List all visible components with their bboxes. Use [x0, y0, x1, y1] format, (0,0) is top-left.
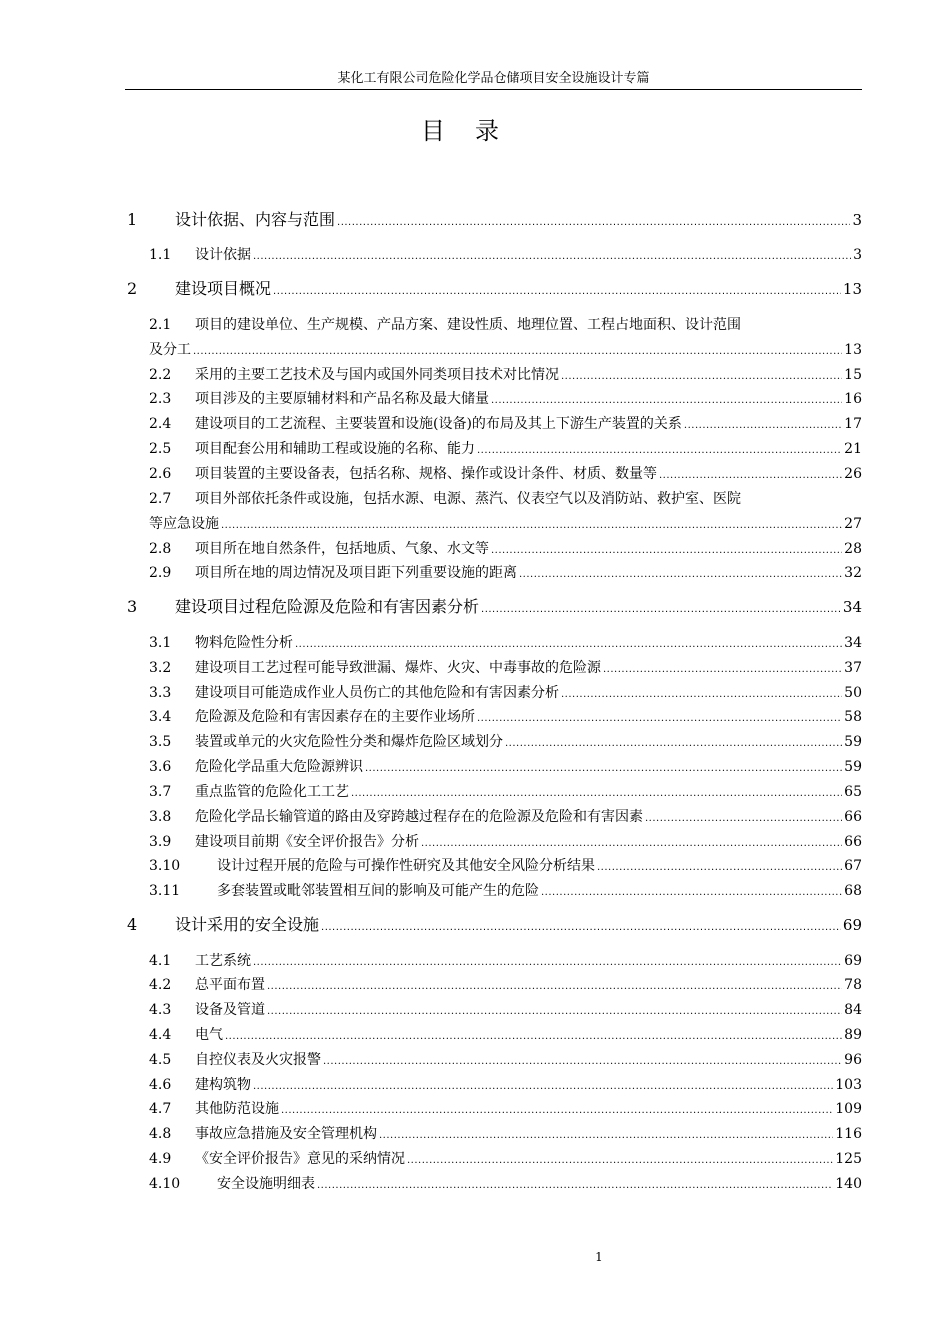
toc-number: 2.4 — [149, 416, 172, 432]
toc-number: 2.3 — [149, 391, 172, 407]
toc-leader — [193, 346, 842, 357]
toc-leader — [561, 371, 842, 382]
toc-number: 2.5 — [149, 441, 172, 457]
header-rule — [125, 89, 862, 90]
toc-title: 设计采用的安全设施 — [175, 915, 320, 934]
toc-leader — [481, 604, 841, 615]
toc-leader — [603, 664, 842, 675]
toc-entry-3-1[interactable] — [125, 632, 862, 654]
toc-number: 2 — [127, 279, 138, 298]
toc-leader — [659, 470, 842, 481]
toc-page: 32 — [844, 565, 862, 581]
toc-leader — [541, 887, 842, 898]
toc-title: 重点监管的危险化工工艺 — [195, 784, 349, 800]
toc-entry-1[interactable] — [125, 207, 862, 231]
toc-entry-2-2[interactable] — [125, 364, 862, 386]
toc-entry-2-1-line1[interactable] — [125, 314, 862, 334]
toc-leader — [321, 922, 841, 933]
toc-leader — [337, 217, 850, 228]
toc-title-continued: 及分工 — [149, 342, 191, 358]
toc-leader — [267, 981, 842, 992]
toc-number: 4.8 — [149, 1126, 172, 1142]
toc-number: 1 — [127, 210, 138, 229]
toc-entry-2-9[interactable] — [125, 562, 862, 584]
toc-title: 总平面布置 — [195, 977, 265, 993]
toc-entry-2-7-line2[interactable] — [125, 513, 862, 535]
toc-entry-3-11[interactable] — [125, 880, 862, 902]
toc-leader — [221, 520, 842, 531]
toc-entry-2[interactable] — [125, 276, 862, 300]
toc-entry-4-7[interactable] — [125, 1098, 862, 1120]
toc-title: 建设项目过程危险源及危险和有害因素分析 — [175, 597, 480, 616]
toc-page: 58 — [844, 709, 862, 725]
toc-leader — [597, 862, 842, 873]
toc-leader — [421, 838, 842, 849]
toc-entry-4-2[interactable] — [125, 974, 862, 996]
running-header: 某化工有限公司危险化学品仓储项目安全设施设计专篇 — [337, 71, 650, 86]
toc-leader — [273, 286, 841, 297]
toc-number: 2.6 — [149, 466, 172, 482]
toc-number: 3.3 — [149, 685, 172, 701]
toc-title: 电气 — [195, 1027, 223, 1043]
toc-leader — [684, 420, 842, 431]
toc-title: 其他防范设施 — [195, 1101, 279, 1117]
toc-entry-3[interactable] — [125, 594, 862, 618]
toc-page: 65 — [844, 784, 862, 800]
toc-number: 2.1 — [149, 317, 172, 333]
toc-entry-4-9[interactable] — [125, 1148, 862, 1170]
toc-entry-4-8[interactable] — [125, 1123, 862, 1145]
toc-entry-4-1[interactable] — [125, 950, 862, 972]
toc-number: 2.7 — [149, 491, 172, 507]
toc-leader — [379, 1130, 833, 1141]
toc-entry-2-3[interactable] — [125, 388, 862, 410]
toc-number: 3 — [127, 597, 138, 616]
toc-number: 4.6 — [149, 1077, 172, 1093]
toc-page: 84 — [844, 1002, 862, 1018]
toc-leader — [491, 395, 842, 406]
toc-title: 装置或单元的火灾危险性分类和爆炸危险区域划分 — [195, 734, 503, 750]
toc-title: 项目所在地的周边情况及项目距下列重要设施的距离 — [195, 565, 517, 581]
toc-page: 21 — [844, 441, 862, 457]
toc-title: 采用的主要工艺技术及与国内或国外同类项目技术对比情况 — [195, 367, 559, 383]
toc-page: 34 — [844, 635, 862, 651]
toc-leader — [477, 445, 842, 456]
toc-entry-2-5[interactable] — [125, 438, 862, 460]
toc-title: 物料危险性分析 — [195, 635, 293, 651]
toc-page: 3 — [852, 211, 862, 229]
toc-leader — [561, 689, 842, 700]
toc-title: 设计过程开展的危险与可操作性研究及其他安全风险分析结果 — [217, 858, 595, 874]
toc-entry-2-1-line2[interactable] — [125, 339, 862, 361]
toc-number: 4 — [127, 915, 138, 934]
toc-title: 事故应急措施及安全管理机构 — [195, 1126, 377, 1142]
toc-number: 3.11 — [149, 883, 181, 899]
toc-title: 危险化学品重大危险源辨识 — [195, 759, 363, 775]
toc-page: 37 — [844, 660, 862, 676]
toc-number: 4.10 — [149, 1176, 181, 1192]
toc-entry-2-6[interactable] — [125, 463, 862, 485]
toc-page: 59 — [844, 734, 862, 750]
toc-page: 28 — [844, 541, 862, 557]
toc-leader — [407, 1155, 833, 1166]
toc-leader — [225, 1031, 842, 1042]
toc-entry-4-5[interactable] — [125, 1049, 862, 1071]
toc-entry-4[interactable] — [125, 912, 862, 936]
toc-title: 工艺系统 — [195, 953, 251, 969]
toc-title: 自控仪表及火灾报警 — [195, 1052, 321, 1068]
toc-page: 15 — [844, 367, 862, 383]
toc-number: 2.9 — [149, 565, 172, 581]
toc-title: 多套装置或毗邻装置相互间的影响及可能产生的危险 — [217, 883, 539, 899]
toc-number: 4.9 — [149, 1151, 172, 1167]
toc-number: 1.1 — [149, 247, 172, 263]
toc-title: 项目装置的主要设备表，包括名称、规格、操作或设计条件、材质、数量等 — [195, 466, 657, 482]
toc-entry-3-3[interactable] — [125, 682, 862, 704]
toc-page: 13 — [842, 280, 862, 298]
toc-title: 危险源及危险和有害因素存在的主要作业场所 — [195, 709, 475, 725]
toc-leader — [295, 639, 842, 650]
toc-number: 4.4 — [149, 1027, 172, 1043]
toc-title-continued: 等应急设施 — [149, 516, 219, 532]
toc-page: 66 — [844, 809, 862, 825]
toc-title: 设计依据、内容与范围 — [175, 210, 336, 229]
toc-page: 89 — [844, 1027, 862, 1043]
toc-page: 13 — [844, 342, 862, 358]
toc-page: 27 — [844, 516, 862, 532]
toc-number: 4.1 — [149, 953, 172, 969]
toc-entry-3-5[interactable] — [125, 731, 862, 753]
toc-page: 125 — [835, 1151, 862, 1167]
toc-page: 116 — [835, 1126, 862, 1142]
toc-page: 140 — [835, 1176, 862, 1192]
toc-leader — [323, 1056, 842, 1067]
toc-number: 3.7 — [149, 784, 172, 800]
toc-title: 建设项目前期《安全评价报告》分析 — [195, 834, 419, 850]
page-title: 目录 — [421, 117, 529, 145]
toc-entry-3-10[interactable] — [125, 855, 862, 877]
toc-title: 设备及管道 — [195, 1002, 265, 1018]
toc-number: 4.2 — [149, 977, 172, 993]
toc-number: 3.2 — [149, 660, 172, 676]
toc-leader — [267, 1006, 842, 1017]
toc-entry-3-4[interactable] — [125, 706, 862, 728]
toc-page: 69 — [844, 953, 862, 969]
toc-entry-4-3[interactable] — [125, 999, 862, 1021]
toc-entry-4-10[interactable] — [125, 1173, 862, 1195]
toc-title: 建设项目可能造成作业人员伤亡的其他危险和有害因素分析 — [195, 685, 559, 701]
toc-leader — [519, 569, 842, 580]
toc-entry-4-6[interactable] — [125, 1074, 862, 1096]
toc-entry-2-8[interactable] — [125, 538, 862, 560]
toc-number: 3.5 — [149, 734, 172, 750]
toc-number: 3.8 — [149, 809, 172, 825]
toc-title: 危险化学品长输管道的路由及穿跨越过程存在的危险源及危险和有害因素 — [195, 809, 643, 825]
toc-leader — [477, 713, 842, 724]
toc-page: 59 — [844, 759, 862, 775]
toc-number: 4.3 — [149, 1002, 172, 1018]
toc-leader — [317, 1180, 833, 1191]
toc-entry-3-7[interactable] — [125, 781, 862, 803]
toc-number: 3.1 — [149, 635, 172, 651]
toc-number: 3.9 — [149, 834, 172, 850]
toc-entry-3-8[interactable] — [125, 806, 862, 828]
toc-title: 项目外部依托条件或设施，包括水源、电源、蒸汽、仪表空气以及消防站、救护室、医院 — [195, 491, 741, 507]
toc-title: 项目的建设单位、生产规模、产品方案、建设性质、地理位置、工程占地面积、设计范围 — [195, 317, 741, 333]
toc-title: 建设项目概况 — [175, 279, 272, 298]
toc-page: 3 — [853, 247, 862, 263]
toc-page: 16 — [844, 391, 862, 407]
toc-number: 2.2 — [149, 367, 172, 383]
toc-entry-3-2[interactable] — [125, 657, 862, 679]
toc-leader — [253, 251, 851, 262]
toc-entry-2-7-line1[interactable] — [125, 488, 862, 508]
toc-page: 68 — [844, 883, 862, 899]
toc-page: 109 — [835, 1101, 862, 1117]
toc-number: 4.7 — [149, 1101, 172, 1117]
toc-page: 26 — [844, 466, 862, 482]
toc-leader — [645, 813, 842, 824]
toc-title: 设计依据 — [195, 247, 251, 263]
toc-number: 3.6 — [149, 759, 172, 775]
toc-entry-3-9[interactable] — [125, 831, 862, 853]
toc-leader — [281, 1105, 833, 1116]
toc-number: 3.4 — [149, 709, 172, 725]
toc-title: 安全设施明细表 — [217, 1176, 315, 1192]
toc-entry-4-4[interactable] — [125, 1024, 862, 1046]
toc-page: 96 — [844, 1052, 862, 1068]
page-number: 1 — [595, 1250, 603, 1264]
toc-leader — [253, 1081, 833, 1092]
toc-title: 项目配套公用和辅助工程或设施的名称、能力 — [195, 441, 475, 457]
toc-number: 4.5 — [149, 1052, 172, 1068]
toc-title: 项目涉及的主要原辅材料和产品名称及最大储量 — [195, 391, 489, 407]
toc-leader — [365, 763, 842, 774]
toc-page: 67 — [844, 858, 862, 874]
toc-title: 《安全评价报告》意见的采纳情况 — [195, 1151, 405, 1167]
toc-title: 建设项目的工艺流程、主要装置和设施(设备)的布局及其上下游生产装置的关系 — [195, 416, 682, 432]
toc-entry-2-4[interactable] — [125, 413, 862, 435]
toc-page: 34 — [842, 598, 862, 616]
toc-page: 50 — [844, 685, 862, 701]
toc-title: 建设项目工艺过程可能导致泄漏、爆炸、火灾、中毒事故的危险源 — [195, 660, 601, 676]
toc-number: 2.8 — [149, 541, 172, 557]
toc-page: 17 — [844, 416, 862, 432]
toc-page: 69 — [842, 916, 862, 934]
toc-page: 78 — [844, 977, 862, 993]
toc-number: 3.10 — [149, 858, 181, 874]
toc-leader — [253, 957, 842, 968]
toc-entry-1-1[interactable] — [125, 244, 862, 266]
toc-entry-3-6[interactable] — [125, 756, 862, 778]
toc-leader — [351, 788, 842, 799]
toc-leader — [505, 738, 842, 749]
toc-page: 66 — [844, 834, 862, 850]
toc-title: 项目所在地自然条件，包括地质、气象、水文等 — [195, 541, 489, 557]
toc-page: 103 — [835, 1077, 862, 1093]
toc-leader — [491, 545, 842, 556]
toc-title: 建构筑物 — [195, 1077, 251, 1093]
